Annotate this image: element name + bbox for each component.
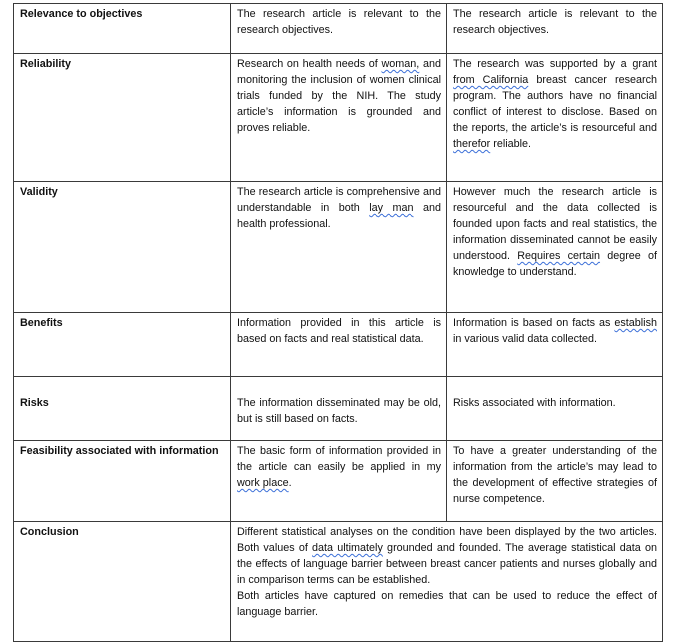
row-label-benefits: Benefits: [14, 313, 231, 377]
conclusion-paragraph-2: Both articles have captured on remedies that can be used to reduce the effect of language barrier.: [237, 590, 657, 618]
row-label-reliability: Reliability: [14, 54, 231, 182]
table-row-relevance: [14, 4, 663, 54]
row-label-risks: Risks: [14, 377, 231, 441]
table-row-risks: [14, 377, 663, 441]
article1-validity: The research article is comprehensive and understandable in both lay man and health professional.: [231, 182, 447, 313]
article2-relevance: The research article is relevant to the research objectives.: [447, 4, 663, 54]
table-row-conclusion: [14, 522, 663, 642]
article2-validity: However much the research article is resourceful and the data collected is founded upon facts and real statistics, the information disseminated cannot be easily understood. Requires certain degree of knowledge to understand.: [447, 182, 663, 313]
table-row-benefits: [14, 313, 663, 377]
conclusion-text: [231, 522, 663, 642]
row-label-validity: Validity: [14, 182, 231, 313]
conclusion-paragraph-1: Different statistical analyses on the condition have been displayed by the two articles. Both values of data ultimately grounded and founded. The average statistical data on the effects of language barrier between breast cancer patients and nurses globally and in comparison terms can be established.: [237, 526, 657, 586]
article1-benefits: Information provided in this article is based on facts and real statistical data.: [231, 313, 447, 377]
row-label-conclusion: Conclusion: [14, 522, 231, 642]
row-label-relevance: Relevance to objectives: [14, 4, 231, 54]
article1-risks: The information disseminated may be old, but is still based on facts.: [231, 377, 447, 441]
row-label-feasibility: Feasibility associated with information: [14, 441, 231, 522]
table-row-reliability: [14, 54, 663, 182]
article2-benefits: Information is based on facts as establish in various valid data collected.: [447, 313, 663, 377]
article2-feasibility: To have a greater understanding of the information from the article’s may lead to the development of effective strategies of nurse competence.: [447, 441, 663, 522]
table-row-feasibility: [14, 441, 663, 522]
article1-reliability: Research on health needs of woman, and monitoring the inclusion of women clinical trials funded by the NIH. The study article’s information is grounded and proves reliable.: [231, 54, 447, 182]
article2-reliability: The research was supported by a grant from California breast cancer research program. The authors have no financial conflict of interest to disclose. Based on the reports, the article’s is resourceful and therefor reliable.: [447, 54, 663, 182]
article1-relevance: The research article is relevant to the research objectives.: [231, 4, 447, 54]
comparison-table: [13, 3, 663, 642]
table-row-validity: [14, 182, 663, 313]
article1-feasibility: The basic form of information provided in the article can easily be applied in my work place.: [231, 441, 447, 522]
article2-risks: Risks associated with information.: [447, 377, 663, 441]
